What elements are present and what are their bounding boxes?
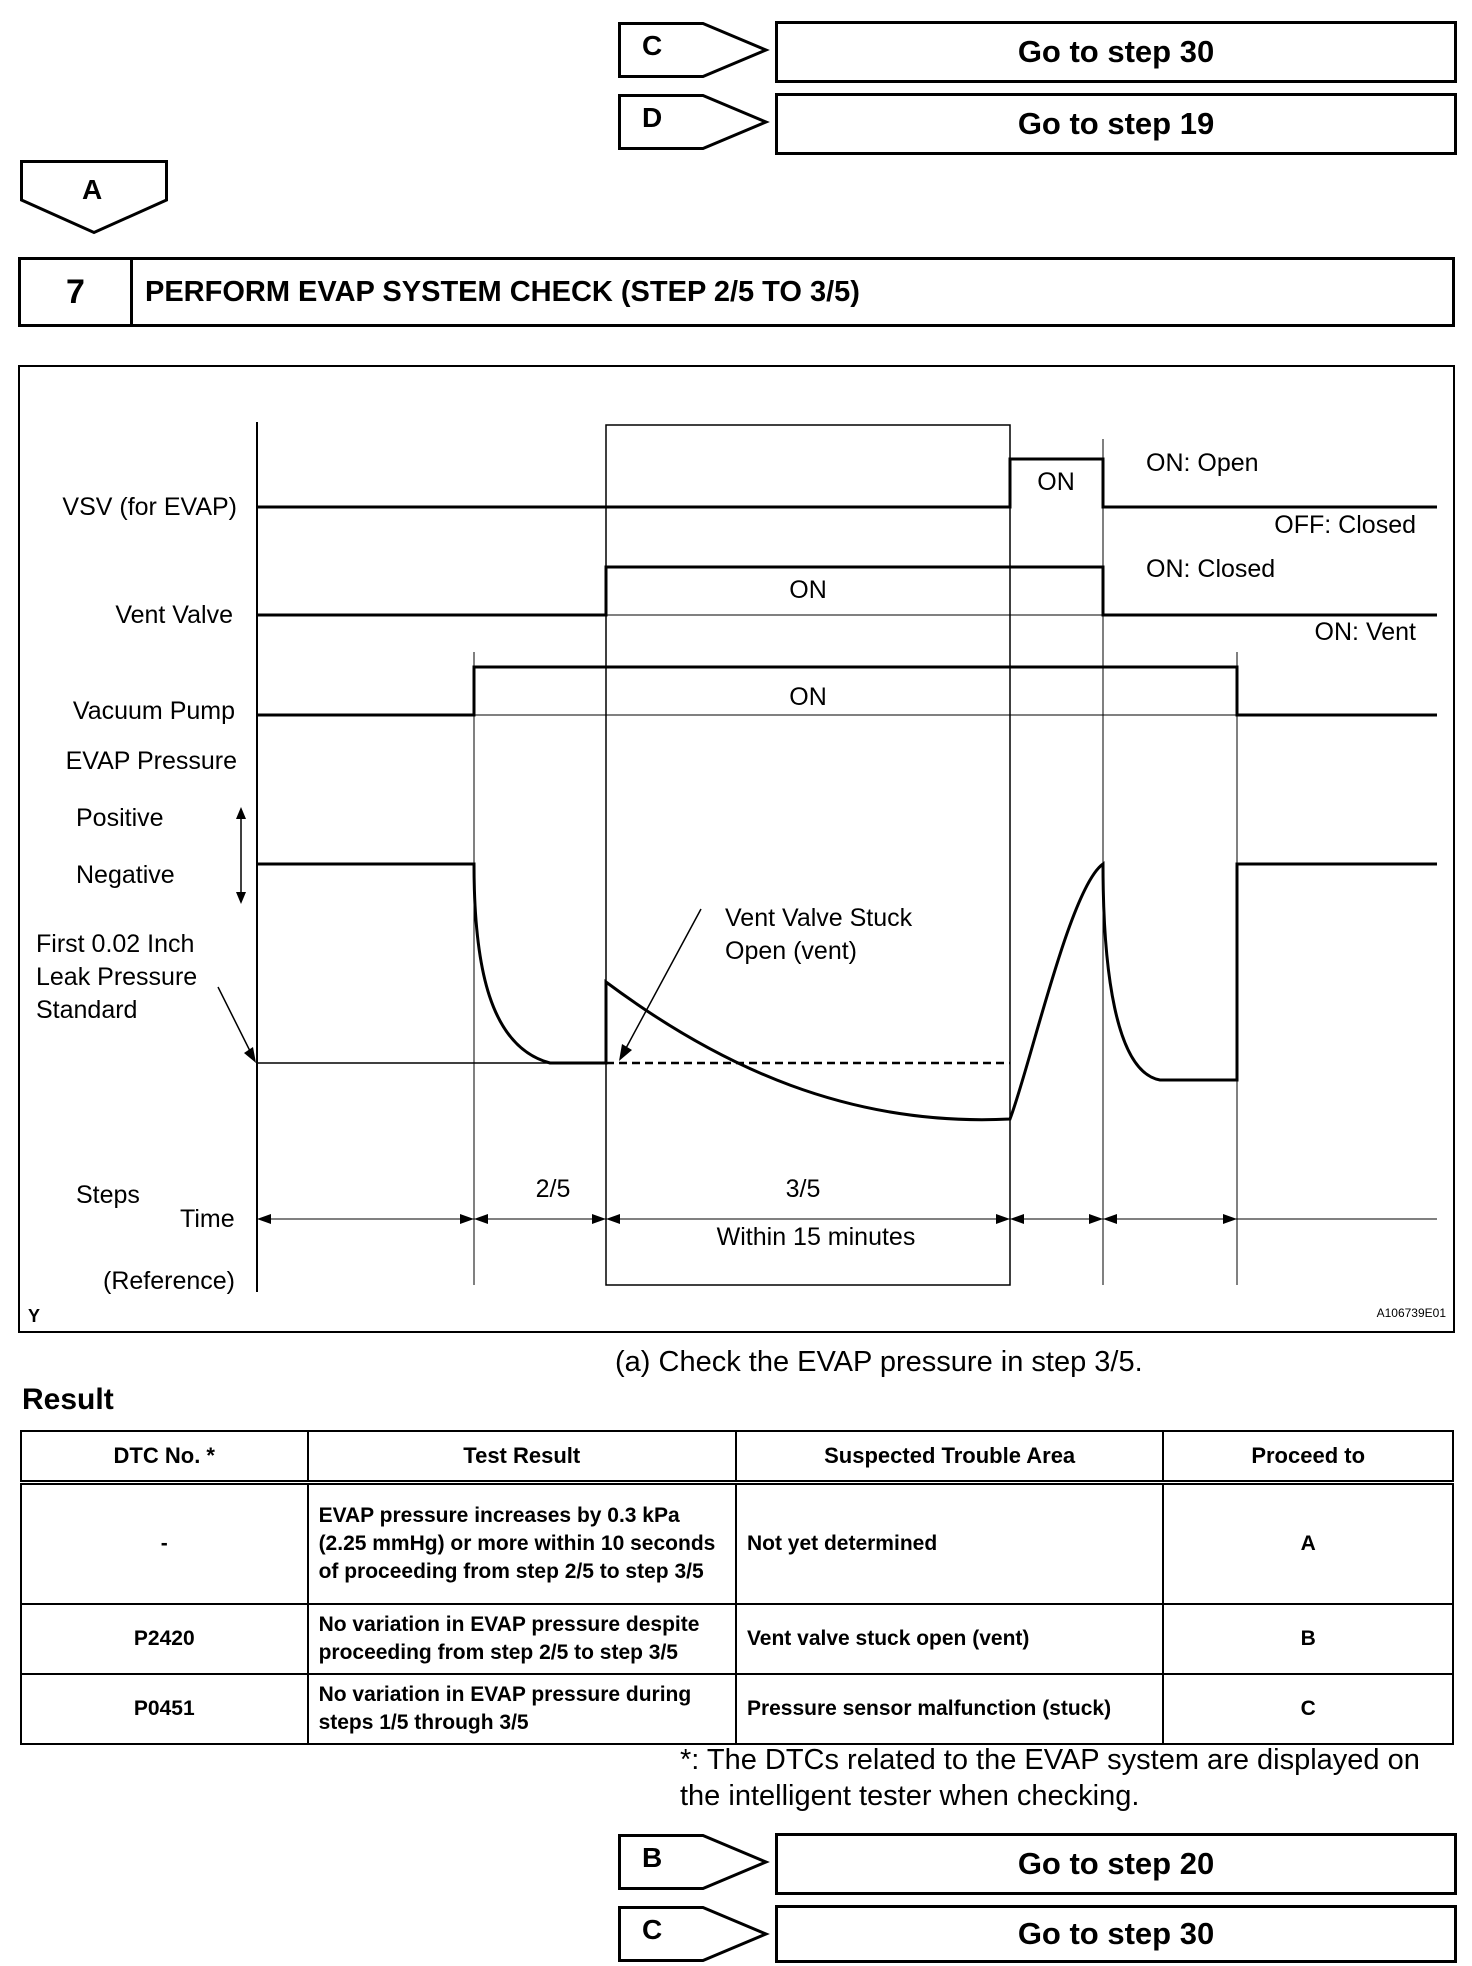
- label-on-closed: ON: Closed: [1146, 555, 1276, 583]
- label-pump-on: ON: [789, 683, 827, 711]
- label-evap-pressure: EVAP Pressure: [65, 747, 237, 775]
- label-vacuum-pump: Vacuum Pump: [72, 697, 235, 725]
- label-negative: Negative: [76, 861, 175, 889]
- nav-tag-letter: C: [642, 1914, 663, 1945]
- table-row: [21, 1483, 1453, 1604]
- label-vent-valve: Vent Valve: [115, 601, 233, 629]
- nav-tag-c-bottom: [618, 1906, 768, 1962]
- table-row: [21, 1674, 1453, 1744]
- label-leak-std-1: First 0.02 Inch: [36, 930, 195, 958]
- cell-proceed: B: [1163, 1604, 1453, 1674]
- table-header-row: [21, 1431, 1453, 1483]
- cell-trouble-area: Not yet determined: [736, 1483, 1163, 1604]
- label-within-15: Within 15 minutes: [716, 1223, 916, 1251]
- label-vent-on: ON: [789, 576, 827, 604]
- nav-tag-letter: D: [642, 102, 663, 133]
- arrow-tag-icon: [618, 1906, 768, 1962]
- label-leak-std-2: Leak Pressure: [36, 963, 198, 991]
- step-title: PERFORM EVAP SYSTEM CHECK (STEP 2/5 TO 3/5): [145, 275, 860, 308]
- timing-diagram-svg: [20, 367, 1457, 1335]
- result-table: [20, 1430, 1454, 1745]
- cell-trouble-area: Vent valve stuck open (vent): [736, 1604, 1163, 1674]
- cell-dtc: P2420: [21, 1604, 308, 1674]
- label-step-3-5: 3/5: [785, 1175, 821, 1203]
- goto-step-30-bottom[interactable]: [775, 1905, 1457, 1963]
- cell-proceed: A: [1163, 1483, 1453, 1604]
- nav-tag-b-bottom: [618, 1834, 768, 1890]
- arrow-tag-icon: [618, 94, 768, 150]
- label-leak-std-3: Standard: [36, 996, 138, 1024]
- vacuum-pump-signal: [257, 667, 1437, 715]
- label-time: Time: [180, 1205, 235, 1233]
- arrow-tag-icon: [618, 22, 768, 78]
- dtc-note: *: The DTCs related to the EVAP system are displayed on the intelligent tester when checking.: [680, 1744, 1420, 1812]
- nav-tag-letter: C: [642, 30, 663, 61]
- cell-test-result: No variation in EVAP pressure during steps 1/5 through 3/5: [308, 1674, 736, 1744]
- arrow-icon: [619, 1044, 632, 1061]
- continue-tag-letter: A: [82, 174, 103, 205]
- leak-std-pointer: [218, 987, 253, 1057]
- label-positive: Positive: [76, 804, 164, 832]
- goto-label: Go to step 30: [1017, 34, 1215, 69]
- step-header: [18, 257, 1455, 327]
- timing-diagram: [18, 365, 1455, 1333]
- check-caption: (a) Check the EVAP pressure in step 3/5.: [615, 1346, 1143, 1378]
- label-steps: Steps: [76, 1181, 140, 1209]
- cell-dtc: P0451: [21, 1674, 308, 1744]
- label-stuck-1: Vent Valve Stuck: [725, 904, 913, 932]
- arrow-up-icon: [236, 807, 246, 819]
- label-on-vent: ON: Vent: [1314, 618, 1416, 646]
- goto-step-30-top[interactable]: [775, 21, 1457, 83]
- col-proceed: Proceed to: [1163, 1431, 1453, 1483]
- label-corner: Y: [28, 1306, 41, 1326]
- result-heading: Result: [22, 1383, 114, 1416]
- arrow-icon: [244, 1047, 256, 1063]
- goto-label: Go to step 19: [1017, 106, 1215, 141]
- goto-step-19-top[interactable]: [775, 93, 1457, 155]
- label-vsv: VSV (for EVAP): [62, 493, 237, 521]
- table-row: [21, 1604, 1453, 1674]
- nav-tag-d-top: [618, 94, 768, 150]
- label-figure-id: A106739E01: [1376, 1306, 1446, 1320]
- step-3-5-frame: [606, 425, 1010, 1285]
- label-off-closed: OFF: Closed: [1274, 511, 1416, 539]
- cell-test-result: EVAP pressure increases by 0.3 kPa (2.25 mmHg) or more within 10 seconds of proceeding from step 2/5 to step 3/5: [308, 1483, 736, 1604]
- continue-tag-a: [20, 160, 168, 234]
- cell-trouble-area: Pressure sensor malfunction (stuck): [736, 1674, 1163, 1744]
- vsv-signal: [257, 459, 1437, 507]
- cell-proceed: C: [1163, 1674, 1453, 1744]
- goto-label: Go to step 20: [1017, 1846, 1215, 1881]
- col-trouble-area: Suspected Trouble Area: [736, 1431, 1163, 1483]
- goto-step-20-bottom[interactable]: [775, 1833, 1457, 1895]
- step-number: 7: [21, 260, 133, 324]
- cell-test-result: No variation in EVAP pressure despite proceeding from step 2/5 to step 3/5: [308, 1604, 736, 1674]
- evap-pressure-curve: [257, 864, 1437, 1120]
- col-test-result: Test Result: [308, 1431, 736, 1483]
- cell-dtc: -: [21, 1483, 308, 1604]
- stuck-pointer: [625, 909, 701, 1050]
- col-dtc: DTC No. *: [21, 1431, 308, 1483]
- label-stuck-2: Open (vent): [725, 937, 858, 965]
- goto-label: Go to step 30: [1017, 1916, 1215, 1951]
- label-vsv-on: ON: [1037, 468, 1075, 496]
- label-reference: (Reference): [103, 1267, 235, 1295]
- label-on-open: ON: Open: [1146, 449, 1259, 477]
- arrow-tag-icon: [618, 1834, 768, 1890]
- label-step-2-5: 2/5: [535, 1175, 571, 1203]
- nav-tag-c-top: [618, 22, 768, 78]
- arrow-down-icon: [236, 892, 246, 904]
- nav-tag-letter: B: [642, 1842, 663, 1873]
